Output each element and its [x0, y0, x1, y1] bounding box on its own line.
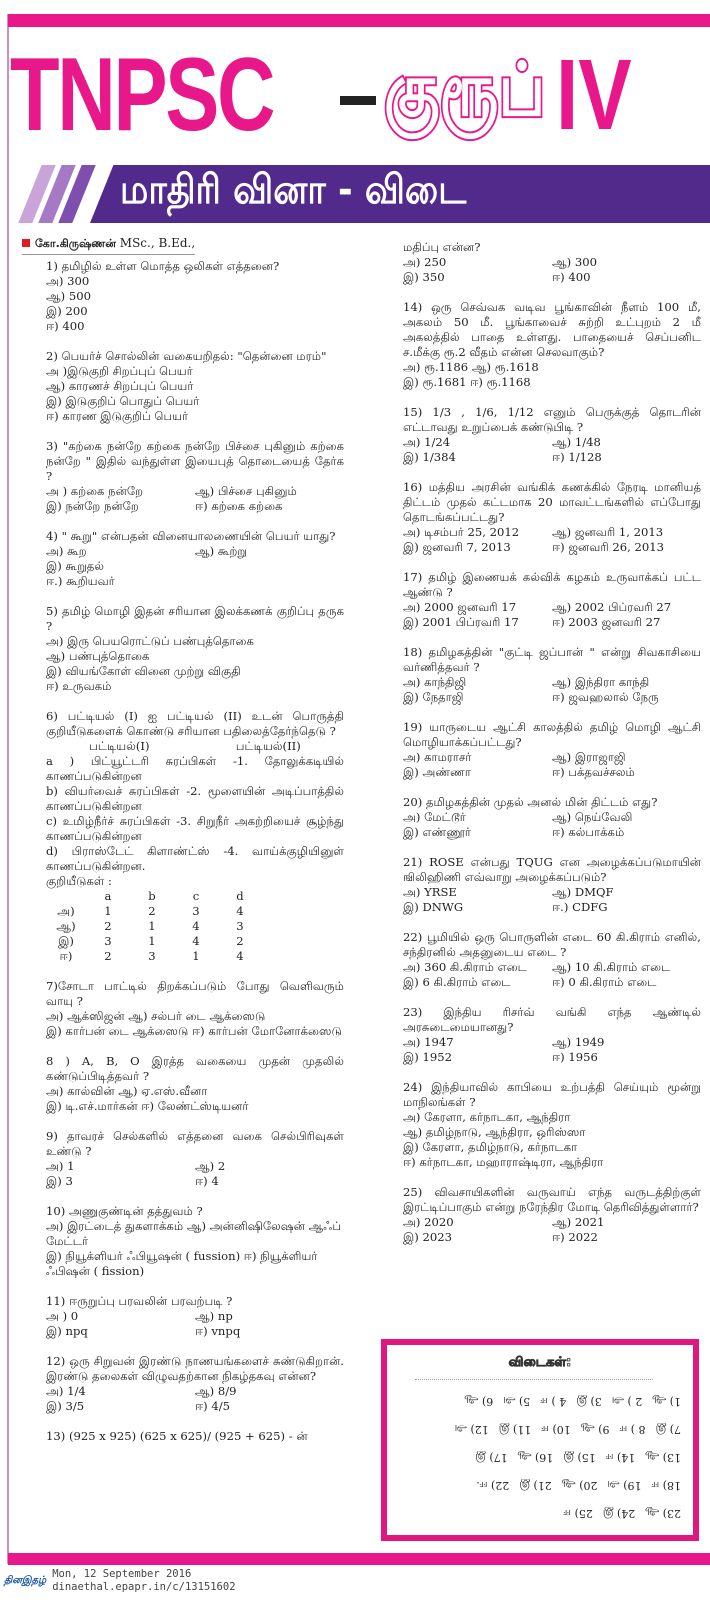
question: [403, 570, 701, 630]
answer-option: இ) டி.எச்.மார்கன் ஈ) லேண்ட்ஸ்டியனர்: [46, 1099, 249, 1113]
answer-option: ஆ) 1949: [552, 1035, 605, 1049]
headline-tnpsc: TNPSC: [10, 36, 274, 153]
answer-option: அ) கேரளா, கர்நாடகா, ஆந்திரா: [403, 1110, 571, 1124]
answer-option: அ) 300: [46, 274, 90, 288]
answers-row: [417, 1394, 681, 1409]
answer-key: 5) அ: [503, 1395, 531, 1409]
answer-option: ஈ) 2022: [552, 1230, 598, 1244]
question-text: 2) பெயர்ச் சொல்லின் வகையறிதல்: "தென்னை மரம்": [46, 349, 327, 363]
answer-option: ஆ) ஜனவரி 1, 2013: [552, 525, 664, 539]
answer-key: 7) இ: [655, 1423, 681, 1437]
question-text: 18) தமிழகத்தின் "குட்டி ஜப்பான் " என்று சிவகாசியை வர்ணித்தவர் ?: [403, 645, 701, 674]
question-text: 13) (925 x 925) (625 x 625)/ (925 + 625) - ன்: [46, 1429, 308, 1443]
question-text: 9) தாவரச் செல்களில் எத்தனை வகை செல்பிரிவுகள் உண்டு ?: [46, 1129, 344, 1158]
codes-cell: 2: [236, 934, 244, 948]
answer-option: ஆ) np: [195, 1309, 233, 1323]
answer-option: ஈ) 4: [195, 1174, 219, 1188]
codes-header-cell: b: [148, 889, 156, 903]
answer-option: அ) மேட்டூர்: [403, 810, 466, 824]
codes-cell: 1: [148, 934, 156, 948]
options: [403, 360, 701, 390]
list-2-header: பட்டியல்(II): [235, 739, 301, 753]
options: [46, 1309, 344, 1339]
options: [403, 885, 701, 915]
answer-option: ஈ) 1/128: [552, 450, 602, 464]
answer-key: 22) ஈ.: [476, 1479, 510, 1493]
question: [403, 300, 701, 390]
list-1-header: பட்டியல்(I): [89, 739, 150, 753]
answer-option: ஈ) கல்பாக்கம்: [552, 825, 625, 839]
question: [46, 259, 344, 334]
match-item: a ) பிட்யூட்டரி சுரப்பிகள் -1. தோலுக்கடியில் காணப்படுகின்றன: [46, 754, 344, 783]
answer-key: 24) இ: [602, 1507, 636, 1521]
footer: [4, 1568, 236, 1594]
question: [46, 604, 344, 694]
answer-key: 12) அ: [454, 1423, 489, 1437]
answer-option: இ) நியூக்ளியர் ஃபியூஷன் ( fussion) ஈ) நியூக்ளியர் ஃபிஷன் ( fission): [46, 1249, 318, 1278]
answer-option: ஆ) 10 கி.கிராம் எடை: [552, 960, 671, 974]
answer-key: 4 ) ஈ: [540, 1395, 567, 1409]
answer-key: 3) இ: [576, 1395, 602, 1409]
answer-option: ஆ) பண்புத்தொகை: [46, 649, 150, 663]
right-column: [403, 240, 701, 1260]
match-item: c) உமிழ்நீர்ச் சுரப்பிகள் -3. சிறுநீர் அகற்றியைச் சூழ்ந்து காணப்படுகின்றன: [46, 814, 344, 843]
answer-option: ஈ) கற்கை கற்கை: [195, 499, 283, 513]
codes-cell: 3: [192, 904, 200, 918]
answer-option: அ) ஆக்ஸிஜன் ஆ) சல்பர் டை ஆக்ஸைடு: [46, 1009, 266, 1023]
answer-option: இ) அண்ணா: [403, 765, 471, 779]
answer-option: ஈ) ஜவஹலால் நேரு: [552, 690, 659, 704]
options: [46, 364, 344, 424]
codes-cell: 4: [236, 904, 244, 918]
answer-option: ஆ) இந்திரா காந்தி: [552, 675, 650, 689]
question: [403, 405, 701, 465]
answer-key: 9) ஆ: [580, 1423, 610, 1437]
answer-key: 16) ஆ: [517, 1451, 554, 1465]
answer-option: இ) நேதாஜி: [403, 690, 464, 704]
question: [403, 240, 701, 285]
codes-cell: 4: [192, 919, 200, 933]
answer-option: அ) இரட்டைத் துகளாக்கம் ஆ) அன்னிஷிலேஷன் ஆஃப் மேட்டர்: [46, 1219, 342, 1248]
answer-option: இ) 200: [46, 304, 88, 318]
question: [46, 349, 344, 424]
question-text: 11) ஈருறுப்பு பரவலின் பரவற்படி ?: [46, 1294, 233, 1308]
question: [46, 1129, 344, 1189]
answer-option: அ) YRSE: [403, 885, 457, 899]
codes-cell: 2: [104, 919, 112, 933]
question: [46, 529, 344, 589]
question-text: 22) பூமியில் ஒரு பொருளின் எடை 60 கி.கிராம் எனில், சந்திரனில் அதனுடைய எடை ?: [403, 930, 701, 959]
options: [46, 1384, 344, 1414]
options: [46, 1084, 344, 1114]
match-item: d) பிராஸ்டேட் கிளாண்ட்ஸ் -4. வாய்க்குழியினுள் காணப்படுகின்றன.: [46, 844, 344, 873]
answer-option: இ) DNWG: [403, 900, 464, 914]
question-text: 21) ROSE என்பது TQUG என அழைக்கப்படுமாயின் ஙிலிஹிணி எவ்வாறு அழைக்கப்படும்?: [403, 855, 701, 884]
author-name: கோ.கிருஷ்ணன்: [35, 237, 116, 250]
answer-key: 18) ஈ: [651, 1479, 681, 1493]
answer-option: ஆ) 300: [552, 255, 597, 269]
answer-option: இ) 2023: [403, 1230, 452, 1244]
answers-row: [417, 1506, 681, 1521]
question: [46, 1429, 344, 1444]
codes-cell: 4: [236, 949, 244, 963]
codes-header-cell: d: [236, 889, 244, 903]
answer-option: இ) 350: [403, 270, 445, 284]
question: [46, 1294, 344, 1339]
codes-cell: 3: [104, 934, 112, 948]
question-text: 12) ஒரு சிறுவன் இரண்டு நாணயங்களைச் சுண்டுகிறான். இரண்டு தலைகள் விழுவதற்கான நிகழ்தகவு என்ன?: [46, 1354, 344, 1383]
options: [46, 274, 344, 334]
options: [46, 484, 344, 514]
answers-row: [417, 1478, 681, 1493]
codes-header-cell: a: [104, 889, 112, 903]
answer-option: ஆ) 500: [46, 289, 91, 303]
options: [403, 675, 701, 705]
answer-option: ஆ) நெய்வேலி: [552, 810, 633, 824]
options: [46, 1219, 344, 1279]
answer-option: அ) 1/24: [403, 435, 451, 449]
answer-option: அ) 250: [403, 255, 447, 269]
answer-key: 1) ஆ: [652, 1395, 681, 1409]
options: [403, 750, 701, 780]
options: [403, 1215, 701, 1245]
answer-option: இ) ரூ.1681 ஈ) ரூ.1168: [403, 375, 531, 389]
source-url[interactable]: dinaethal.epapr.in/c/13151602: [52, 1581, 236, 1593]
answer-option: [195, 559, 344, 574]
question: [403, 795, 701, 840]
answer-option: ஆ) 2021: [552, 1215, 605, 1229]
answer-key: 11) இ: [498, 1423, 532, 1437]
question-text: 6) பட்டியல் (I) ஐ பட்டியல் (II) உடன் பொருத்தி குறியீடுகளைக் கொண்டு சரியான பதிலைத்தேர்ந்தெடு ?: [46, 709, 344, 738]
answer-key: 20) ஆ: [561, 1479, 598, 1493]
answer-option: அ) டிசம்பர் 25, 2012: [403, 525, 520, 539]
codes-cell: 3: [148, 949, 156, 963]
answers-box: [381, 1339, 699, 1541]
codes-cell: ஈ): [59, 949, 73, 963]
question: [46, 1354, 344, 1414]
answer-option: ஈ) பக்தவச்சலம்: [552, 765, 635, 779]
answers-row: [417, 1450, 681, 1465]
question: [403, 720, 701, 780]
answer-option: ஈ) கர்நாடகா, மஹாராஷ்டிரா, ஆந்திரா: [403, 1155, 604, 1169]
question-text: 14) ஒரு செவ்வக வடிவ பூங்காவின் நீளம் 100 மீ, அகலம் 50 மீ. பூங்காவைச் சுற்றி உட்புறம் 2 மீ அகலத்தில் பாதை உள்ளது. பாதையைச் செப்பனிட ச.மீக்கு ரூ.2 வீதம் என்ன செலவாகும்?: [403, 300, 701, 359]
answer-option: அ) 2020: [403, 1215, 454, 1229]
publisher-logo: தினஇதழ்: [4, 1575, 47, 1586]
question: [46, 1054, 344, 1114]
answer-option: இ) கேரளா, தமிழ்நாடு, கர்நாடகா: [403, 1140, 578, 1154]
answer-option: அ) இரு பெயரொட்டுப் பண்புத்தொகை: [46, 634, 254, 648]
answer-option: ஈ) 2003 ஜனவரி 27: [552, 615, 661, 629]
headline-group: குரூப்: [384, 47, 546, 133]
answer-option: அ) 1947: [403, 1035, 454, 1049]
subtitle-banner: [10, 165, 710, 223]
answers-row: [417, 1422, 681, 1437]
answer-option: ஆ) 2: [195, 1159, 226, 1173]
answer-option: அ) ரூ.1186 ஆ) ரூ.1618: [403, 360, 539, 374]
options: [403, 600, 701, 630]
question-text: 8 ) A, B, O இரத்த வகையை முதன் முதலில் கண்டுப்பிடித்தவர் ?: [46, 1054, 344, 1083]
answer-key: 25) ஈ: [563, 1507, 593, 1521]
answer-key: 14) ஈ: [605, 1451, 636, 1465]
options: [403, 1035, 701, 1065]
codes-cell: 3: [236, 919, 244, 933]
author-byline: [22, 236, 195, 255]
answer-option: அ) காமராசர்: [403, 750, 472, 764]
answer-option: ஆ) 1/48: [552, 435, 601, 449]
question: [46, 979, 344, 1039]
answer-option: ஈ) vnpq: [195, 1324, 241, 1338]
codes-cell: அ): [57, 904, 75, 918]
answer-option: இ) கூறுதல்: [46, 559, 104, 573]
bottom-pink-bar: [8, 1553, 710, 1565]
answer-option: அ) 2000 ஜனவரி 17: [403, 600, 517, 614]
question-text: 23) இந்திய ரிசர்வ் வங்கி எந்த ஆண்டில் அரசுடைமையானது?: [403, 1005, 701, 1034]
codes-cell: 4: [192, 934, 200, 948]
options: [403, 1110, 701, 1170]
answer-key: 21) இ: [519, 1479, 552, 1493]
banner-title: மாதிரி வினா - விடை: [120, 167, 467, 213]
codes-cell: இ): [58, 934, 74, 948]
answer-option: அ) 1: [46, 1159, 75, 1173]
options: [46, 544, 344, 589]
answer-option: அ) கால்வின் ஆ) ஏ.எஸ்.வீனா: [46, 1084, 208, 1098]
answer-option: ஆ) பிச்சை புகினும்: [195, 484, 297, 498]
codes-label: குறியீடுகள் :: [46, 874, 112, 888]
answer-option: இ) வியங்கோள் வினை முற்று விகுதி: [46, 664, 241, 678]
answer-option: ஈ) 4/5: [195, 1399, 231, 1413]
answer-option: அ) 360 கி.கிராம் எடை: [403, 960, 527, 974]
question-text: 17) தமிழ் இணையக் கல்விக் கழகம் உருவாக்கப் பட்ட ஆண்டு ?: [403, 570, 701, 599]
answer-option: இ) 3: [46, 1174, 73, 1188]
options: [46, 1159, 344, 1189]
answer-key: 8 ) ஈ: [619, 1423, 646, 1437]
answer-option: அ ) கற்கை நன்றே: [46, 484, 143, 498]
answer-option: ஈ.) கூறியவர்: [46, 574, 115, 588]
codes-cell: ஆ): [56, 919, 76, 933]
answer-option: ஈ) 0 கி.கிராம் எடை: [552, 975, 657, 989]
question-text: 10) அணுகுண்டின் தத்துவம் ?: [46, 1204, 203, 1218]
answer-option: ஈ) 400: [552, 270, 591, 284]
answer-option: ஈ) 400: [46, 319, 85, 333]
answer-option: அ )இடுகுறி சிறப்புப் பெயர்: [46, 364, 193, 378]
answer-key: 17) இ: [475, 1451, 508, 1465]
answer-option: இ) நன்றே நன்றே: [46, 499, 139, 513]
match-item: b) வியர்வைச் சுரப்பிகள் -2. மூளையின் அடிப்பாத்தில் காணப்படுகின்றன: [46, 784, 344, 813]
answer-option: இ) இடுகுறிப் பொதுப் பெயர்: [46, 394, 200, 408]
author-degree: MSc., B.Ed.,: [119, 236, 196, 250]
answers-title: விடைகள்:: [508, 1355, 572, 1370]
answer-option: இ) npq: [46, 1324, 88, 1338]
codes-cell: 1: [104, 904, 112, 918]
question-text: 16) மத்திய அரசின் வங்கிக் கணக்கில் நேரடி மானியத் திட்டம் முதல் கட்டமாக 20 மாவட்டங்களில் எப்போது தொடங்கப்பட்டது?: [403, 480, 701, 524]
question-text: 4) " கூறு" என்பதன் வினையாலணையின் பெயர் யாது?: [46, 529, 336, 543]
headline: [10, 30, 650, 160]
left-column: [46, 259, 344, 1459]
answer-key: 15) இ: [563, 1451, 596, 1465]
answer-option: இ) 2001 பிப்ரவரி 17: [403, 615, 519, 629]
answer-option: இ) 1952: [403, 1050, 452, 1064]
question-text: 20) தமிழகத்தின் முதல் அனல் மின் திட்டம் எது?: [403, 795, 658, 809]
answer-option: இ) 6 கி.கிராம் எடை: [403, 975, 511, 989]
question-text: 3) "கற்கை நன்றே கற்கை நன்றே பிச்சை புகினும் கற்கை நன்றே " இதில் வந்துள்ள இயைபுத் தொடையைத் தேர்க ?: [46, 439, 344, 483]
headline-iv: IV: [555, 38, 632, 151]
question: [403, 930, 701, 990]
question-text: 24) இந்தியாவில் காபியை உற்பத்தி செய்யும் மூன்று மாநிலங்கள் ?: [403, 1080, 701, 1109]
answer-option: ஆ) 2002 பிப்ரவரி 27: [552, 600, 672, 614]
answer-option: ஈ) காரண இடுகுறிப் பெயர்: [46, 409, 189, 423]
question-text: 15) 1/3 , 1/6, 1/12 எனும் பெருக்குத் தொடரின் எட்டாவது உறுப்பைக் கண்டுபிடி ?: [403, 405, 701, 434]
question-text: மதிப்பு என்ன?: [403, 240, 481, 254]
red-square-icon: [22, 239, 30, 247]
answer-option: இ) ஜனவரி 7, 2013: [403, 540, 511, 554]
question: [403, 480, 701, 555]
answer-option: அ ) 0: [46, 1309, 79, 1323]
answer-option: ஈ.) CDFG: [552, 900, 608, 914]
answer-option: ஆ) 8/9: [195, 1384, 237, 1398]
codes-header-cell: c: [192, 889, 200, 903]
options: [403, 255, 701, 285]
answer-option: அ) கூற: [46, 544, 87, 558]
question: [403, 1185, 701, 1245]
publish-date: Mon, 12 September 2016: [52, 1568, 192, 1580]
options: [46, 634, 344, 694]
codes-header-cell: [46, 889, 86, 904]
answer-option: ஈ) உருவகம்: [46, 679, 112, 693]
question: [403, 855, 701, 915]
answer-option: அ) 1/4: [46, 1384, 86, 1398]
divider: [415, 1379, 653, 1380]
codes-cell: 1: [148, 919, 156, 933]
answer-option: ஆ) கூற்று: [195, 544, 248, 558]
question: [403, 1080, 701, 1170]
answer-key: 10) ஈ: [541, 1423, 571, 1437]
options: [403, 810, 701, 840]
answer-option: ஆ) காரணச் சிறப்புப் பெயர்: [46, 379, 194, 393]
answer-key: 13) ஆ: [645, 1451, 681, 1465]
question-6: [46, 709, 344, 964]
answer-key: 6) ஆ: [464, 1395, 494, 1409]
answer-option: ஆ) இராஜாஜி: [552, 750, 626, 764]
question-text: 1) தமிழில் உள்ள மொத்த ஒலிகள் எத்தனை?: [46, 259, 280, 273]
options: [403, 435, 701, 465]
codes-cell: 2: [104, 949, 112, 963]
answer-option: ஆ) தமிழ்நாடு, ஆந்திரா, ஒரிஸ்ஸா: [403, 1125, 586, 1139]
answer-key: 2 ) அ: [611, 1395, 643, 1409]
question-text: 5) தமிழ் மொழி இதன் சரியான இலக்கணக் குறிப்பு தருக ?: [46, 604, 344, 633]
top-pink-bar: [8, 14, 710, 27]
answer-option: ஈ) ஜனவரி 26, 2013: [552, 540, 665, 554]
answer-option: இ) 3/5: [46, 1399, 85, 1413]
question-text: 25) விவசாயிகளின் வருவாய் எந்த வருடத்திற்குள் இரட்டிப்பாகும் என்று நரேந்திர மோடி தெரிவித்துள்ளார்?: [403, 1185, 701, 1214]
answer-option: ஆ) DMQF: [552, 885, 614, 899]
options: [403, 960, 701, 990]
answer-option: இ) 1/384: [403, 450, 456, 464]
codes-cell: 1: [192, 949, 200, 963]
question-text: 19) யாருடைய ஆட்சி காலத்தில் தமிழ் மொழி ஆட்சி மொழியாக்கப்பட்டது?: [403, 720, 701, 749]
answers-upside-down: [387, 1387, 693, 1527]
headline-dash: [340, 96, 376, 105]
question: [46, 1204, 344, 1279]
answer-option: அ) காந்திஜி: [403, 675, 467, 689]
options: [403, 525, 701, 555]
question: [403, 1005, 701, 1065]
codes-table: [46, 889, 344, 964]
options: [46, 1009, 344, 1039]
question-text: 7)சோடா பாட்டில் திறக்கப்படும் போது வெளிவரும் வாயு ?: [46, 979, 344, 1008]
codes-cell: 2: [148, 904, 156, 918]
answer-key: 19) அ: [607, 1479, 642, 1493]
answer-option: இ) எண்ணூர்: [403, 825, 471, 839]
answer-option: இ) கார்பன் டை ஆக்ஸைடு ஈ) கார்பன் மோனோக்ஸைடு: [46, 1024, 342, 1038]
answer-option: ஈ) 1956: [552, 1050, 598, 1064]
list-headers: [46, 739, 344, 754]
answer-key: 23) ஆ: [645, 1507, 681, 1521]
question: [46, 439, 344, 514]
question: [403, 645, 701, 705]
